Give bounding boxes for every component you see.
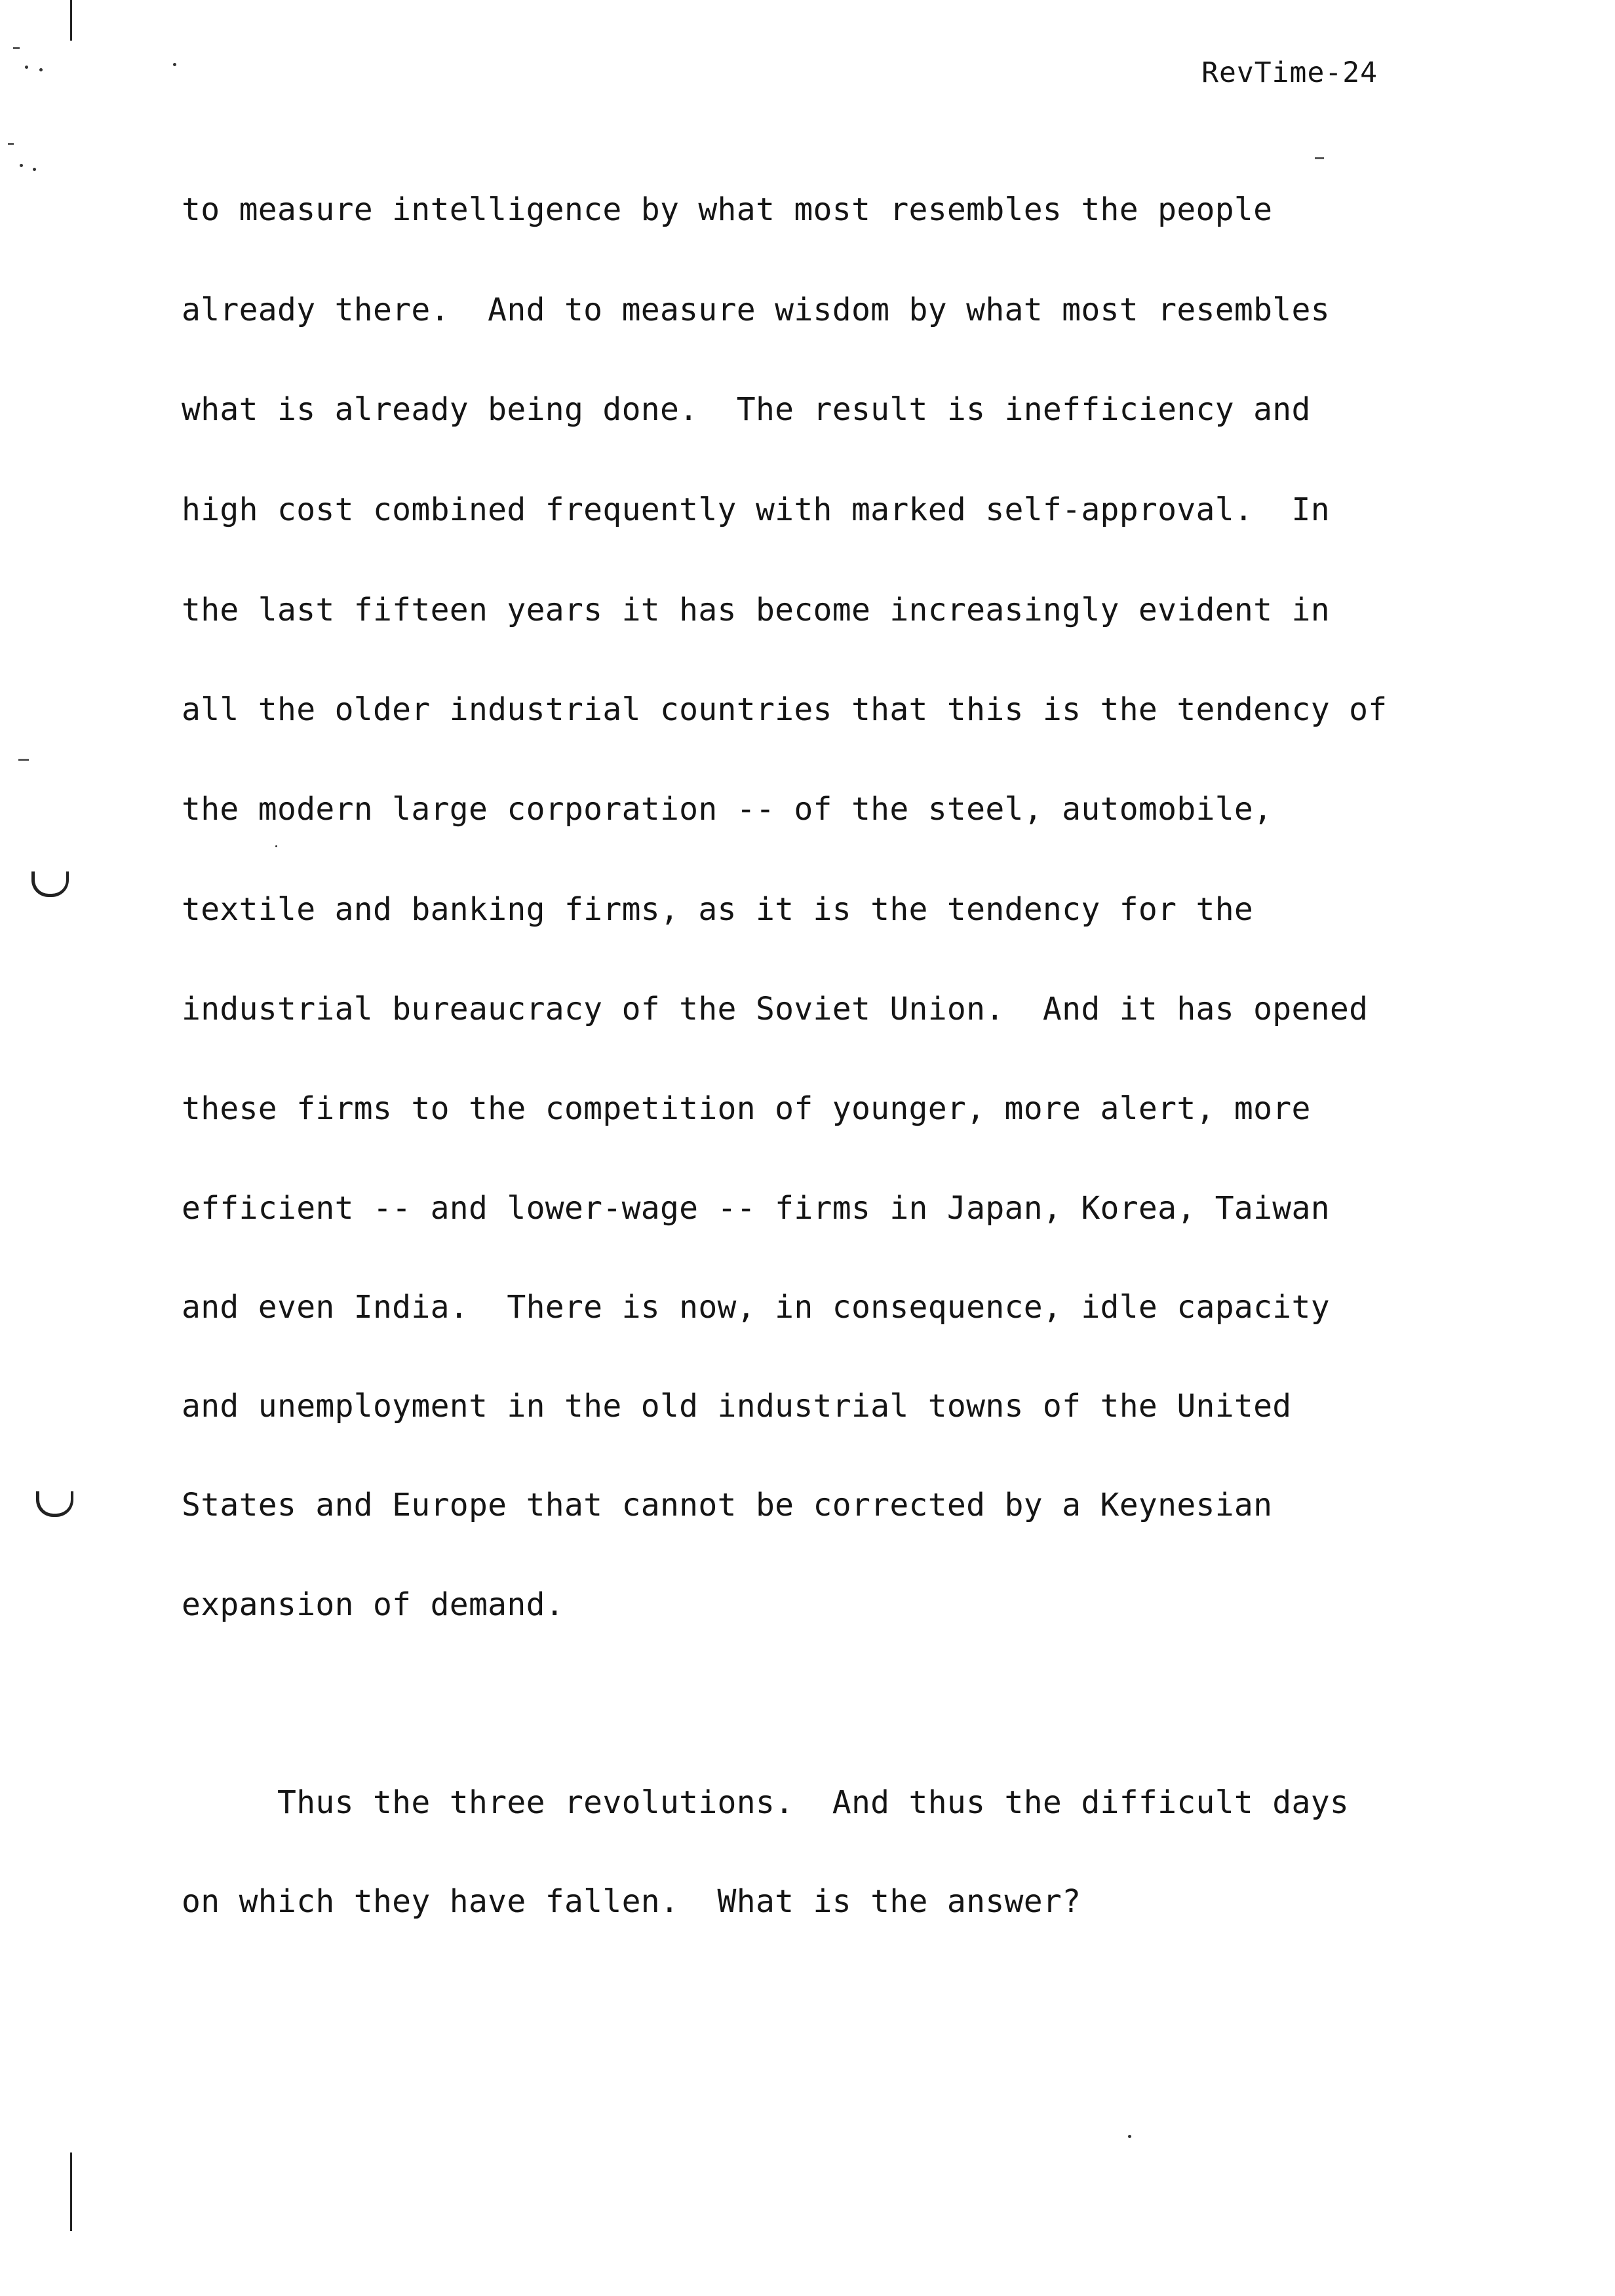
text-line: industrial bureaucracy of the Soviet Union. And it has opened (182, 991, 1369, 1027)
scan-speck (20, 164, 23, 167)
text-line: textile and banking firms, as it is the tendency for the (182, 891, 1254, 928)
text-line: already there. And to measure wisdom by what most resembles (182, 292, 1330, 328)
text-line: efficient -- and lower-wage -- firms in Japan, Korea, Taiwan (182, 1190, 1330, 1227)
text-line: and even India. There is now, in consequence, idle capacity (182, 1289, 1330, 1326)
scan-speck (1315, 157, 1324, 159)
binder-rule-mark (70, 2152, 72, 2231)
scan-speck (8, 143, 14, 145)
text-line: high cost combined frequently with marked self-approval. In (182, 491, 1330, 528)
scan-speck (39, 68, 43, 71)
text-line: these firms to the competition of younger, more alert, more (182, 1090, 1311, 1127)
scan-speck (173, 63, 176, 66)
scan-speck (25, 66, 28, 69)
scan-speck (275, 845, 277, 847)
scan-speck (1128, 2135, 1131, 2138)
scan-speck (13, 47, 20, 49)
text-line: expansion of demand. (182, 1586, 564, 1623)
text-line: Thus the three revolutions. And thus the difficult days (182, 1784, 1350, 1821)
scan-speck (33, 168, 36, 171)
text-line: all the older industrial countries that this is the tendency of (182, 691, 1388, 728)
text-line: to measure intelligence by what most resembles the people (182, 191, 1273, 228)
binder-rule-mark (70, 0, 72, 41)
text-line: the last fifteen years it has become increasingly evident in (182, 592, 1330, 628)
text-line: States and Europe that cannot be corrected by a Keynesian (182, 1487, 1273, 1523)
text-line: and unemployment in the old industrial towns of the United (182, 1388, 1292, 1425)
text-line: the modern large corporation -- of the steel, automobile, (182, 791, 1273, 828)
text-line: what is already being done. The result is inefficiency and (182, 391, 1311, 428)
text-line: on which they have fallen. What is the answer? (182, 1883, 1081, 1920)
scan-speck (18, 759, 29, 761)
page-number-label: RevTime-24 (1201, 56, 1378, 89)
